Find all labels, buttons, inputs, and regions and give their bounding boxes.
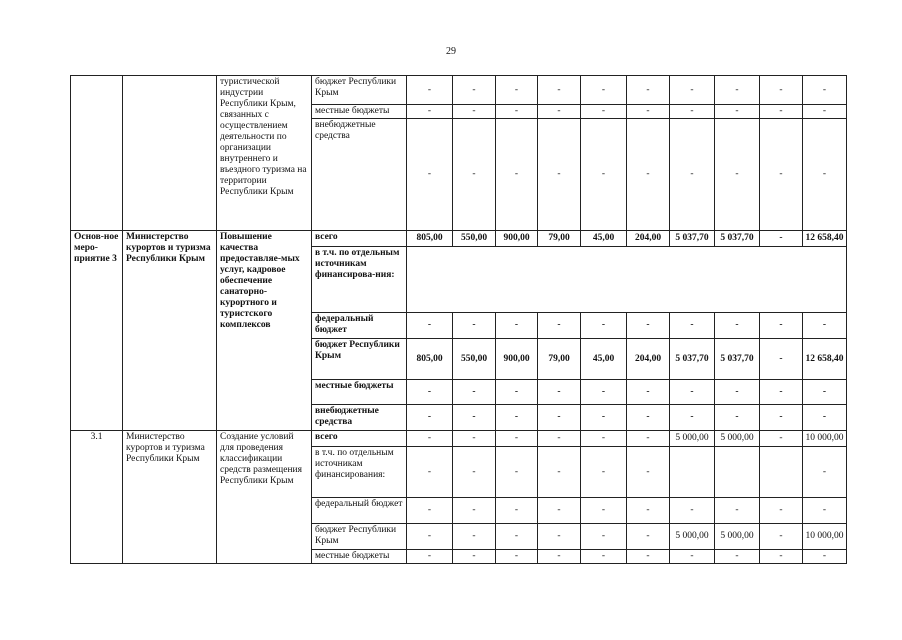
value-cell: - bbox=[453, 431, 496, 447]
value-cell: - bbox=[715, 550, 760, 564]
source-cell: местные бюджеты bbox=[312, 380, 407, 405]
value-cell: 204,00 bbox=[627, 339, 670, 380]
value-cell: - bbox=[803, 447, 847, 498]
value-cell bbox=[670, 447, 715, 498]
value-cell: - bbox=[627, 380, 670, 405]
code-cell: 3.1 bbox=[71, 431, 123, 564]
value-cell: - bbox=[760, 119, 803, 231]
value-cell: - bbox=[581, 313, 627, 339]
value-cell: - bbox=[760, 231, 803, 247]
value-cell: - bbox=[670, 550, 715, 564]
value-cell: 5 037,70 bbox=[715, 339, 760, 380]
value-cell: - bbox=[670, 313, 715, 339]
value-cell: - bbox=[803, 380, 847, 405]
value-cell: - bbox=[581, 550, 627, 564]
value-cell: - bbox=[670, 119, 715, 231]
value-cell: - bbox=[581, 76, 627, 105]
source-cell: внебюджетные средства bbox=[312, 119, 407, 231]
value-cell: - bbox=[496, 550, 538, 564]
value-cell: - bbox=[760, 380, 803, 405]
value-cell: - bbox=[760, 76, 803, 105]
measure-cell: туристической индустрии Республики Крым, связанных с осуществлением деятельности по организации внутреннего и въездного туризма на территории Республики Крым bbox=[217, 76, 312, 231]
value-cell: - bbox=[407, 76, 453, 105]
value-cell: - bbox=[453, 380, 496, 405]
value-cell: - bbox=[538, 105, 581, 119]
value-cell: - bbox=[670, 105, 715, 119]
value-cell: 5 000,00 bbox=[715, 431, 760, 447]
value-cell: - bbox=[670, 380, 715, 405]
value-cell: 5 037,70 bbox=[670, 339, 715, 380]
value-cell: 5 000,00 bbox=[715, 524, 760, 550]
value-cell: - bbox=[538, 405, 581, 431]
value-cell: - bbox=[715, 498, 760, 524]
value-cell: - bbox=[581, 498, 627, 524]
value-cell: - bbox=[760, 524, 803, 550]
value-cell: - bbox=[803, 405, 847, 431]
value-cell: - bbox=[760, 550, 803, 564]
value-cell: 805,00 bbox=[407, 339, 453, 380]
value-cell: - bbox=[407, 313, 453, 339]
value-cell: - bbox=[538, 76, 581, 105]
value-cell: - bbox=[670, 498, 715, 524]
value-cell: - bbox=[538, 447, 581, 498]
value-cell: 79,00 bbox=[538, 339, 581, 380]
value-cell: - bbox=[453, 405, 496, 431]
value-cell: - bbox=[803, 313, 847, 339]
value-cell: - bbox=[760, 498, 803, 524]
value-cell: - bbox=[538, 550, 581, 564]
value-cell: 5 037,70 bbox=[670, 231, 715, 247]
value-cell: - bbox=[407, 380, 453, 405]
value-cell: - bbox=[453, 550, 496, 564]
value-cell: - bbox=[627, 119, 670, 231]
value-cell: - bbox=[581, 119, 627, 231]
source-cell: в т.ч. по отдельным источникам финансирова-ния: bbox=[312, 247, 407, 313]
value-cell: - bbox=[627, 498, 670, 524]
value-cell: - bbox=[496, 405, 538, 431]
value-cell: - bbox=[627, 105, 670, 119]
value-cell: - bbox=[581, 431, 627, 447]
value-cell: 204,00 bbox=[627, 231, 670, 247]
value-cell: - bbox=[627, 431, 670, 447]
source-cell: бюджет Республики Крым bbox=[312, 524, 407, 550]
value-cell: - bbox=[803, 76, 847, 105]
value-cell: - bbox=[581, 524, 627, 550]
source-cell: федеральный бюджет bbox=[312, 498, 407, 524]
value-cell: - bbox=[538, 313, 581, 339]
value-cell: - bbox=[670, 76, 715, 105]
value-cell: 5 000,00 bbox=[670, 431, 715, 447]
measure-cell: Создание условий для проведения классификации средств размещения Республики Крым bbox=[217, 431, 312, 564]
value-cell: 45,00 bbox=[581, 231, 627, 247]
value-cell: 45,00 bbox=[581, 339, 627, 380]
value-cell: - bbox=[538, 524, 581, 550]
value-cell: 10 000,00 bbox=[803, 431, 847, 447]
source-cell: федеральный бюджет bbox=[312, 313, 407, 339]
value-cell: - bbox=[538, 119, 581, 231]
value-cell: - bbox=[496, 524, 538, 550]
value-cell: - bbox=[496, 498, 538, 524]
value-cell: - bbox=[407, 405, 453, 431]
code-cell: Основ-ное меро-приятие 3 bbox=[71, 231, 123, 431]
value-cell: - bbox=[715, 380, 760, 405]
value-cell: - bbox=[803, 105, 847, 119]
value-cell: - bbox=[407, 498, 453, 524]
value-cell: - bbox=[715, 313, 760, 339]
value-cell: - bbox=[496, 380, 538, 405]
value-cell: - bbox=[715, 105, 760, 119]
value-cell: - bbox=[670, 405, 715, 431]
source-cell: бюджет Республики Крым bbox=[312, 339, 407, 380]
measure-cell: Повышение качества предоставляе-мых услуг, кадровое обеспечение санаторно-курортного и туристского комплексов bbox=[217, 231, 312, 431]
value-cell bbox=[715, 447, 760, 498]
value-cell: - bbox=[538, 380, 581, 405]
code-cell bbox=[71, 76, 123, 231]
value-cell: - bbox=[760, 405, 803, 431]
value-cell: - bbox=[803, 498, 847, 524]
executor-cell bbox=[123, 76, 217, 231]
page-number: 29 bbox=[446, 46, 456, 57]
value-cell: 5 037,70 bbox=[715, 231, 760, 247]
value-cell: - bbox=[803, 119, 847, 231]
value-cell: 5 000,00 bbox=[670, 524, 715, 550]
source-cell: всего bbox=[312, 231, 407, 247]
value-cell: 900,00 bbox=[496, 339, 538, 380]
value-cell: - bbox=[760, 339, 803, 380]
value-cell: - bbox=[715, 76, 760, 105]
source-cell: местные бюджеты bbox=[312, 105, 407, 119]
executor-cell: Министерство курортов и туризма Республики Крым bbox=[123, 431, 217, 564]
value-cell: - bbox=[453, 313, 496, 339]
value-cell: 550,00 bbox=[453, 339, 496, 380]
value-cell bbox=[760, 447, 803, 498]
value-cell: - bbox=[453, 447, 496, 498]
value-cell: - bbox=[715, 119, 760, 231]
value-cell: - bbox=[453, 105, 496, 119]
value-cell: - bbox=[496, 76, 538, 105]
value-cell: - bbox=[453, 524, 496, 550]
value-cell: - bbox=[581, 380, 627, 405]
value-cell: - bbox=[760, 431, 803, 447]
source-cell: местные бюджеты bbox=[312, 550, 407, 564]
value-cell: 79,00 bbox=[538, 231, 581, 247]
value-cell: - bbox=[496, 431, 538, 447]
value-cell: - bbox=[453, 76, 496, 105]
value-cell: - bbox=[496, 119, 538, 231]
empty-cell bbox=[407, 247, 847, 313]
value-cell: - bbox=[581, 447, 627, 498]
value-cell: - bbox=[496, 447, 538, 498]
value-cell: 805,00 bbox=[407, 231, 453, 247]
source-cell: бюджет Республики Крым bbox=[312, 76, 407, 105]
value-cell: - bbox=[407, 524, 453, 550]
value-cell: - bbox=[496, 313, 538, 339]
value-cell: - bbox=[627, 524, 670, 550]
value-cell: - bbox=[627, 76, 670, 105]
funding-table bbox=[70, 75, 847, 564]
executor-cell: Министерство курортов и туризма Республики Крым bbox=[123, 231, 217, 431]
value-cell: 12 658,40 bbox=[803, 339, 847, 380]
value-cell: - bbox=[803, 550, 847, 564]
source-cell: в т.ч. по отдельным источникам финансирования: bbox=[312, 447, 407, 498]
value-cell: 550,00 bbox=[453, 231, 496, 247]
source-cell: всего bbox=[312, 431, 407, 447]
value-cell: - bbox=[407, 431, 453, 447]
value-cell: - bbox=[407, 105, 453, 119]
value-cell: - bbox=[407, 447, 453, 498]
value-cell: - bbox=[627, 550, 670, 564]
value-cell: - bbox=[715, 405, 760, 431]
value-cell: - bbox=[538, 431, 581, 447]
value-cell: - bbox=[496, 105, 538, 119]
value-cell: - bbox=[581, 105, 627, 119]
value-cell: - bbox=[760, 105, 803, 119]
value-cell: 900,00 bbox=[496, 231, 538, 247]
value-cell: - bbox=[627, 313, 670, 339]
value-cell: - bbox=[627, 447, 670, 498]
source-cell: внебюджетные средства bbox=[312, 405, 407, 431]
value-cell: 12 658,40 bbox=[803, 231, 847, 247]
value-cell: - bbox=[538, 498, 581, 524]
value-cell: - bbox=[453, 119, 496, 231]
value-cell: 10 000,00 bbox=[803, 524, 847, 550]
value-cell: - bbox=[760, 313, 803, 339]
value-cell: - bbox=[627, 405, 670, 431]
value-cell: - bbox=[581, 405, 627, 431]
value-cell: - bbox=[407, 550, 453, 564]
value-cell: - bbox=[407, 119, 453, 231]
value-cell: - bbox=[453, 498, 496, 524]
